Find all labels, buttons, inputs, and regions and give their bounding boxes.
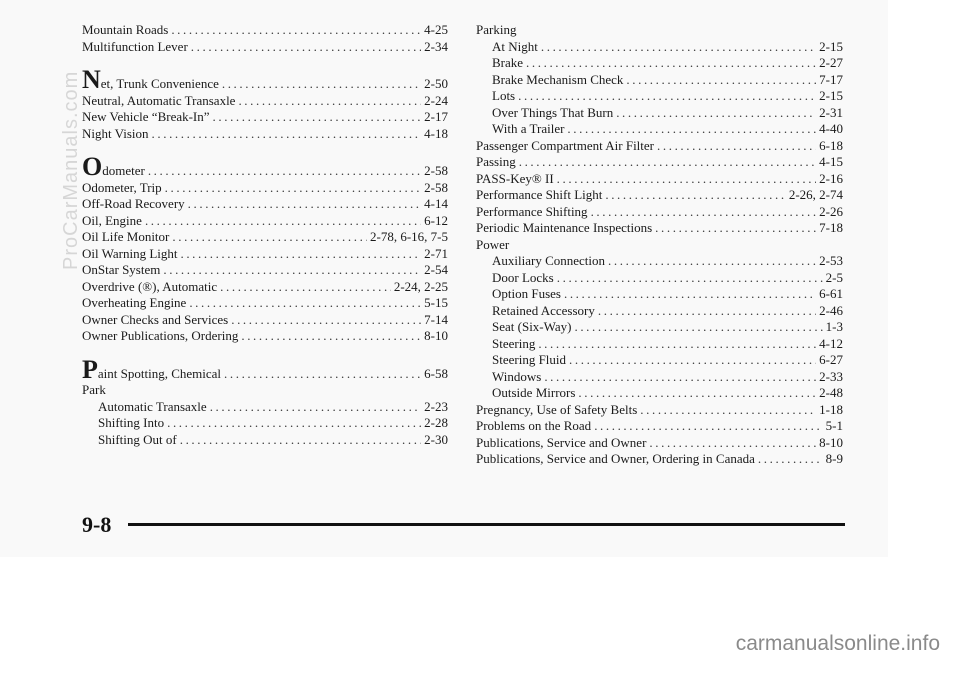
index-entry <box>82 126 448 143</box>
index-entry <box>82 180 448 197</box>
index-heading: Power <box>476 236 510 252</box>
index-entry <box>82 354 448 384</box>
section-letter: N <box>82 65 101 94</box>
index-subentry <box>476 336 843 353</box>
entry-text: Odometer, Trip <box>82 179 162 195</box>
entry-page-ref: 2-17 <box>424 109 448 124</box>
entry-label <box>98 432 177 449</box>
entry-label <box>476 154 516 171</box>
entry-page-ref: 5-1 <box>825 418 843 433</box>
entry-label <box>82 109 210 126</box>
entry-page-ref: 2-30 <box>424 431 448 447</box>
dot-leader <box>569 352 816 369</box>
index-entry <box>82 229 448 246</box>
entry-text: New Vehicle “Break-In” <box>82 109 210 124</box>
index-entry <box>476 187 843 204</box>
dot-leader <box>180 246 421 263</box>
entry-label <box>82 93 235 110</box>
dot-leader <box>189 295 421 312</box>
entry-page-ref: 7-17 <box>819 71 843 87</box>
dot-leader <box>188 196 422 213</box>
index-entry <box>82 196 448 213</box>
dot-leader <box>538 336 816 353</box>
index-subentry <box>476 121 843 138</box>
entry-page-ref: 6-58 <box>424 365 448 381</box>
entry-text: Mountain Roads <box>82 22 169 37</box>
entry-label <box>476 171 554 188</box>
index-entry <box>82 312 448 329</box>
entry-label <box>492 369 541 386</box>
index-entry <box>476 435 843 452</box>
entry-label <box>492 270 554 287</box>
entry-label <box>476 138 654 155</box>
entry-page-ref: 2-78, 6-16, 7-5 <box>370 229 448 244</box>
index-entry <box>82 246 448 263</box>
index-entry <box>476 171 843 188</box>
entry-text: Off-Road Recovery <box>82 196 185 211</box>
dot-leader <box>598 303 816 320</box>
entry-page-ref: 4-18 <box>424 125 448 141</box>
entry-label <box>492 55 523 72</box>
entry-page-ref: 8-9 <box>825 451 843 466</box>
section-gap <box>82 142 448 159</box>
index-entry <box>476 154 843 171</box>
entry-text: OnStar System <box>82 262 161 277</box>
entry-label <box>492 352 566 369</box>
dot-leader <box>152 126 422 143</box>
entry-page-ref: 4-12 <box>819 335 843 351</box>
index-subentry <box>82 432 448 449</box>
index-subentry <box>476 286 843 303</box>
index-subentry <box>476 319 843 336</box>
entry-text: Seat (Six-Way) <box>492 319 572 334</box>
entry-page-ref: 4-15 <box>819 154 843 169</box>
entry-page-ref: 2-48 <box>819 385 843 400</box>
index-column-left <box>82 22 448 448</box>
entry-page-ref: 4-14 <box>424 196 448 211</box>
dot-leader <box>145 213 421 230</box>
dot-leader <box>557 270 823 287</box>
dot-leader <box>163 262 421 279</box>
entry-page-ref: 5-15 <box>424 295 448 310</box>
footer-rule <box>128 523 845 526</box>
index-entry <box>82 262 448 279</box>
entry-text: Oil, Engine <box>82 212 142 228</box>
dot-leader <box>167 415 421 432</box>
index-entry <box>82 279 448 296</box>
entry-page-ref: 2-34 <box>424 38 448 54</box>
entry-label <box>492 39 538 56</box>
index-subentry <box>82 399 448 416</box>
entry-page-ref: 7-18 <box>819 220 843 235</box>
entry-text: aint Spotting, Chemical <box>97 365 222 381</box>
dot-leader <box>180 432 421 449</box>
entry-label <box>82 354 222 384</box>
index-entry <box>476 451 843 468</box>
index-entry <box>82 152 448 181</box>
dot-leader <box>616 105 816 122</box>
dot-leader <box>608 253 816 270</box>
section-gap <box>82 345 448 362</box>
entry-page-ref: 2-54 <box>424 262 448 277</box>
entry-page-ref: 8-10 <box>424 328 448 343</box>
entry-page-ref: 2-26 <box>819 203 843 219</box>
index-subentry <box>82 415 448 432</box>
entry-page-ref: 2-26, 2-74 <box>788 187 843 202</box>
entry-label <box>476 204 588 221</box>
side-watermark: ProCarManuals.com <box>60 70 82 270</box>
entry-text: Performance Shifting <box>476 203 588 219</box>
entry-text: Night Vision <box>82 125 149 141</box>
section-letter: O <box>82 152 103 181</box>
entry-text: PASS-Key® II <box>476 170 554 186</box>
entry-text: Neutral, Automatic Transaxle <box>82 92 236 108</box>
entry-page-ref: 2-16 <box>819 170 843 186</box>
entry-page-ref: 2-58 <box>424 179 448 195</box>
entry-label <box>492 253 605 270</box>
index-subentry <box>476 88 843 105</box>
entry-label <box>492 121 564 138</box>
entry-text: Pregnancy, Use of Safety Belts <box>476 401 638 417</box>
dot-leader <box>574 319 822 336</box>
entry-text: At Night <box>492 38 538 54</box>
index-subentry <box>476 72 843 89</box>
dot-leader <box>557 171 816 188</box>
entry-text: Steering <box>492 335 536 351</box>
entry-page-ref: 2-46 <box>819 302 843 318</box>
dot-leader <box>238 93 421 110</box>
entry-text: Owner Publications, Ordering <box>82 328 239 343</box>
entry-label <box>492 286 561 303</box>
entry-page-ref: 2-15 <box>819 88 843 103</box>
entry-label <box>476 402 637 419</box>
entry-text: Multifunction Lever <box>82 38 188 54</box>
entry-page-ref: 2-24, 2-25 <box>393 278 448 294</box>
entry-page-ref: 2-58 <box>424 163 448 178</box>
index-entry <box>82 295 448 312</box>
index-subentry <box>476 352 843 369</box>
entry-page-ref: 6-18 <box>819 137 843 153</box>
bottom-watermark: carmanualsonline.info <box>735 632 940 655</box>
dot-leader <box>526 55 816 72</box>
dot-leader <box>591 204 817 221</box>
dot-leader <box>519 154 816 171</box>
entry-label <box>82 196 185 213</box>
dot-leader <box>191 39 421 56</box>
dot-leader <box>213 109 422 126</box>
entry-text: Shifting Into <box>98 415 165 430</box>
entry-text: Lots <box>492 88 516 103</box>
entry-page-ref: 2-31 <box>819 104 843 120</box>
dot-leader <box>210 399 421 416</box>
entry-page-ref: 6-12 <box>424 212 448 228</box>
dot-leader <box>241 328 421 345</box>
dot-leader <box>626 72 816 89</box>
index-subentry <box>476 385 843 402</box>
entry-label <box>82 180 162 197</box>
entry-page-ref: 7-14 <box>424 311 448 327</box>
entry-label <box>82 262 160 279</box>
entry-text: dometer <box>102 163 145 178</box>
entry-text: Outside Mirrors <box>492 385 576 400</box>
entry-label <box>476 435 646 452</box>
entry-label <box>82 65 219 94</box>
dot-leader <box>594 418 822 435</box>
entry-label <box>82 279 217 296</box>
dot-leader <box>224 366 421 383</box>
index-entry <box>82 39 448 56</box>
dot-leader <box>172 229 367 246</box>
entry-text: Publications, Service and Owner <box>476 434 647 450</box>
entry-label <box>98 415 164 432</box>
entry-label <box>82 312 228 329</box>
index-entry <box>476 220 843 237</box>
entry-label <box>476 418 591 435</box>
entry-page-ref: 2-23 <box>424 398 448 414</box>
index-subentry <box>476 39 843 56</box>
entry-text: Periodic Maintenance Inspections <box>476 220 653 235</box>
entry-page-ref: 2-71 <box>424 245 448 261</box>
entry-label <box>82 246 177 263</box>
entry-page-ref: 1-18 <box>819 401 843 417</box>
dot-leader <box>655 220 816 237</box>
entry-text: Option Fuses <box>492 286 561 301</box>
index-entry <box>476 204 843 221</box>
entry-page-ref: 2-24 <box>424 92 448 108</box>
entry-page-ref: 6-61 <box>819 286 843 301</box>
dot-leader <box>567 121 816 138</box>
entry-label <box>82 229 169 246</box>
entry-text: Passenger Compartment Air Filter <box>476 137 655 153</box>
entry-label <box>476 187 602 204</box>
index-column-right <box>476 22 843 468</box>
dot-leader <box>640 402 816 419</box>
entry-page-ref: 2-33 <box>819 368 843 384</box>
entry-text: Performance Shift Light <box>476 187 603 202</box>
entry-page-ref: 4-40 <box>819 121 843 136</box>
index-entry <box>82 328 448 345</box>
dot-leader <box>165 180 422 197</box>
entry-label <box>82 328 238 345</box>
entry-label <box>492 336 535 353</box>
entry-text: Publications, Service and Owner, Ordering in Canada <box>476 451 755 466</box>
entry-text: Steering Fluid <box>492 352 567 367</box>
entry-page-ref: 8-10 <box>819 434 843 450</box>
entry-page-ref: 2-27 <box>819 55 843 70</box>
dot-leader <box>544 369 816 386</box>
entry-page-ref: 2-50 <box>424 76 448 91</box>
dot-leader <box>541 39 816 56</box>
entry-text: Brake <box>492 55 524 70</box>
entry-text: Problems on the Road <box>476 418 592 433</box>
entry-label <box>492 105 613 122</box>
index-entry <box>82 109 448 126</box>
entry-label <box>82 22 168 39</box>
entry-label <box>492 72 623 89</box>
index-subentry <box>476 253 843 270</box>
entry-text: Overheating Engine <box>82 295 187 310</box>
entry-label <box>492 319 571 336</box>
index-heading: Park <box>82 382 106 397</box>
dot-leader <box>758 451 823 468</box>
entry-text: Over Things That Burn <box>492 104 614 120</box>
entry-text: Owner Checks and Services <box>82 311 229 327</box>
dot-leader <box>649 435 816 452</box>
entry-text: Door Locks <box>492 269 554 285</box>
entry-label <box>82 213 142 230</box>
entry-text: Retained Accessory <box>492 302 595 318</box>
page-number: 9-8 <box>82 512 112 537</box>
dot-leader <box>657 138 816 155</box>
entry-text: Brake Mechanism Check <box>492 71 624 87</box>
entry-text: Oil Life Monitor <box>82 229 170 244</box>
entry-text: et, Trunk Convenience <box>100 76 219 91</box>
entry-label <box>492 303 595 320</box>
entry-text: Oil Warning Light <box>82 245 178 261</box>
dot-leader <box>605 187 785 204</box>
entry-page-ref: 4-25 <box>424 22 448 37</box>
index-entry <box>476 402 843 419</box>
dot-leader <box>518 88 816 105</box>
index-subentry <box>476 270 843 287</box>
dot-leader <box>171 22 421 39</box>
index-entry <box>82 213 448 230</box>
entry-label <box>82 126 149 143</box>
index-subentry <box>476 105 843 122</box>
dot-leader <box>222 76 421 93</box>
entry-text: Auxiliary Connection <box>492 253 606 268</box>
dot-leader <box>220 279 391 296</box>
dot-leader <box>231 312 421 329</box>
entry-page-ref: 6-27 <box>819 352 843 367</box>
entry-page-ref: 1-3 <box>825 319 843 334</box>
index-entry <box>82 22 448 39</box>
index-entry <box>82 93 448 110</box>
entry-label <box>98 399 207 416</box>
entry-text: With a Trailer <box>492 121 565 136</box>
section-letter: P <box>82 354 98 384</box>
index-subentry <box>476 369 843 386</box>
entry-label <box>492 385 575 402</box>
index-heading: Parking <box>476 22 517 37</box>
entry-page-ref: 2-53 <box>819 253 843 268</box>
index-subentry <box>476 303 843 320</box>
index-subentry <box>476 55 843 72</box>
entry-page-ref: 2-28 <box>424 415 448 430</box>
entry-label <box>476 220 652 237</box>
index-entry <box>82 65 448 94</box>
entry-text: Automatic Transaxle <box>98 398 207 414</box>
entry-page-ref: 2-5 <box>825 269 843 285</box>
section-gap <box>82 55 448 72</box>
entry-text: Windows <box>492 368 542 384</box>
dot-leader <box>148 163 421 180</box>
entry-text: Passing <box>476 154 516 169</box>
dot-leader <box>564 286 816 303</box>
entry-label <box>82 152 145 181</box>
dot-leader <box>578 385 816 402</box>
entry-label <box>476 451 755 468</box>
index-entry <box>476 418 843 435</box>
entry-label <box>82 295 186 312</box>
entry-page-ref: 2-15 <box>819 38 843 54</box>
entry-label <box>492 88 515 105</box>
entry-label <box>82 39 188 56</box>
entry-text: Overdrive (®), Automatic <box>82 278 218 294</box>
entry-text: Shifting Out of <box>98 431 177 447</box>
index-entry <box>476 138 843 155</box>
